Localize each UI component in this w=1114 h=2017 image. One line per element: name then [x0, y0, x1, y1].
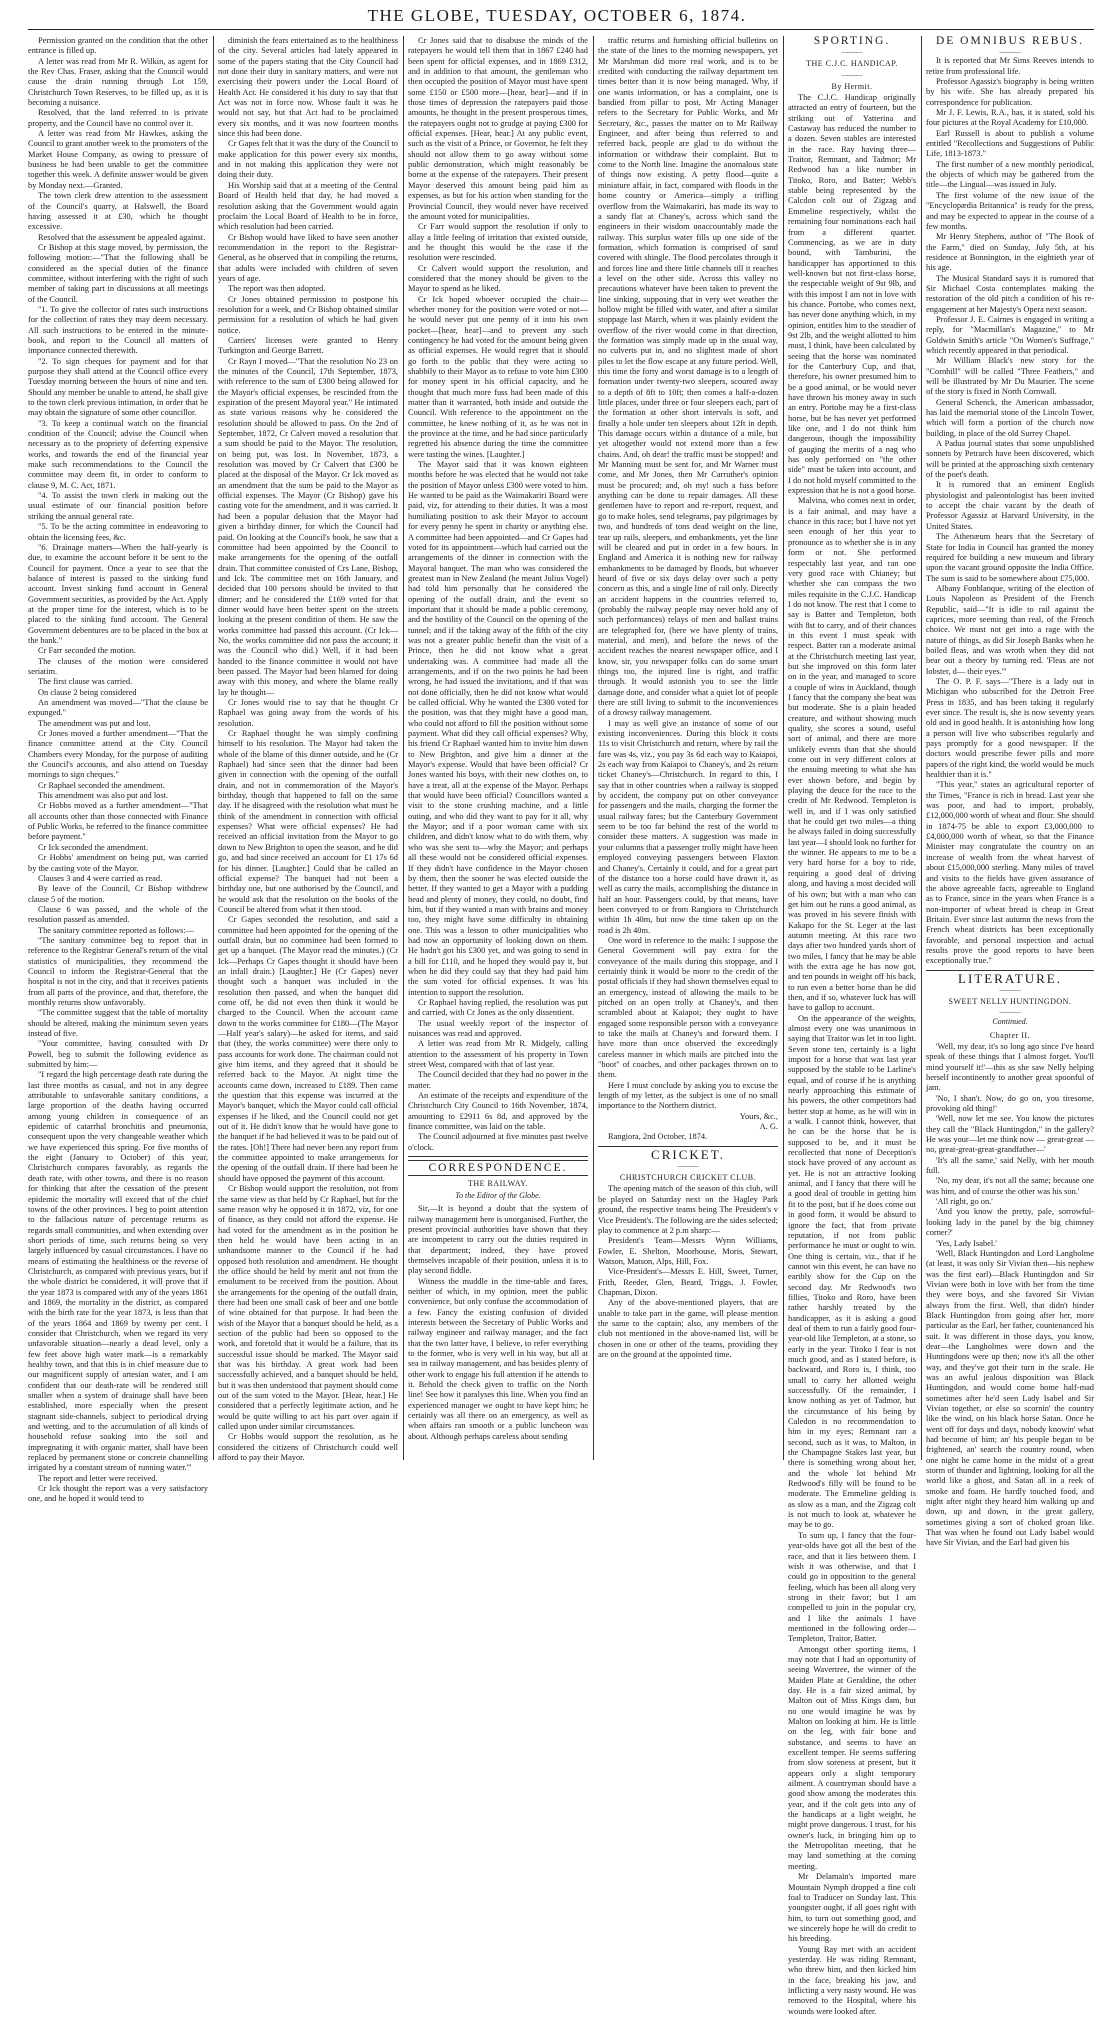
column-divider — [921, 36, 922, 1460]
paragraph: Cr Ick thought the report was a very satisfactory one, and he hoped it would tend to — [28, 1484, 208, 1504]
paragraph: His Worship said that at a meeting of the Central Board of Health held that day, he had moved a resolution asking that the Government would again proclaim the Local Board of Health to be in force, which resolution had been carried. — [218, 180, 398, 232]
paragraph: On clause 2 being considered — [38, 687, 137, 697]
paragraph: The amendment was put and lost. — [38, 718, 151, 728]
paragraph: The town clerk drew attention to the assessment of the Council's quarry, at Halswell, the Board having assessed it at £30, which he thought excessive. — [28, 191, 208, 232]
paragraph: Cr Jones said that to disabuse the minds of the ratepayers he would tell them that in 1867 £240 had been spent for official expenses, and in 1869 £312, and in addition to that amount, the gentleman who then occupied the position of Mayor must have spent some £150 or £500 more—[hear, hear]—and if in those times of depression the ratepayers paid those amounts, he thought in the present prosperous times, the ratepayers ought not to grudge at paying £300 for official expenses. [Hear, hear.] At any public event, such as the visit of a Prince, or Governor, he felt they should not allow them to go away without some public demonstration, which might reasonably be borne at the expense of the ratepayers. Their present Mayor deserved this amount being paid him as expenses, as but for his action when standing for the Provincial Council, they would never have received the amount voted for municipalities. — [408, 36, 588, 221]
paragraph: The report and letter were received. — [38, 1473, 158, 1483]
paragraph: I may as well give an instance of some of our existing inconveniences. During this block it costs 11s to visit Christchurch and return, where by rail the fare was 4s, viz., you pay 3s 6d each way to Kaiapoi, 2s each way from Kaiapoi to Chaney's, and 2s return ticket Chaney's—Christchurch. In regard to this, I say that in other countries when a railway is stopped by accident, the company put on other conveyance for passengers and the mails, charging the former the usual railway fares; but the Canterbury Government seem to be too far behind the rest of the world to consider these matters. A suggestion was made in your columns that a passenger trolly might have been employed conveying passengers between Flaxton and Chaney's. Certainly it could, and for a great part of the distance too a horse could have drawn it, as well as carry the mails, accomplishing the distance in half an hour. Passengers could, by that means, have been conveyed to or from Rangiora to Christchurch within 1h 40m, but now the time taken up on the road is 2h 40m. — [598, 718, 778, 935]
paragraph: Cr Raphael having replied, the resolution was put and carried, with Cr Jones as the only dissentient. — [408, 997, 588, 1018]
paragraph: 'Well, Black Huntingdon and Lord Langholme (at least, it was only Sir Vivian then—his nephew was the first earl)—Black Huntingdon and Sir Vivian were both in love with her from the time they were boys, and she favored Sir Vivian always from the first. Well, that didn't hinder Black Huntingdon from going after her, more particular as the Earl, her father, countenanced his suit. It was different in those days, you know, dear—the Langholmes were down and the Huntingdons were up then; now it's all the other way, and they've got their turn in the scale. He was an awful jealous disposition was Black Huntingdon, and would come home half-mad sometimes after he'd seen Lady Isabel and Sir Vivian together, or else so scornin' the country like the wind, on his black horse Satan. Once he went off for days and days, nobody knowin' what had become of him; an' his people began to be frightened, an' search the country round, when one night he came home in the midst of a great storm of thunder and lightning, looking for all the world like a ghost, and Satan all in a reek of smoke and foam. He hardly touched food, and night after night they heard him walking up and down, up and down, in the great gallery, sometimes giving a sort of choked groan like. That was when he found out Lady Isabel would have Sir Vivian, and the Earl had given his — [926, 1248, 1094, 1548]
column-divider — [213, 36, 214, 1460]
column-divider — [783, 36, 784, 1460]
paragraph: The usual weekly report of the inspector of nuisances was read and approved. — [408, 1018, 588, 1038]
paragraph: Cr Raphael thought he was simply confining himself to his resolution. The Mayor had taken the whole of the blame of this dinner outside, and he (Cr Raphael) had since seen that the dinner had been given in connection with the opening of the outfall drain, and not in commemoration of the Mayor's birthday, though that happened to fall on the same day. If he disagreed with the resolution what must he think of the amendment in connection with official expenses? What were official expenses? He had received an official invitation from the Mayor to go down to New Brighton to open the season, and he did go, and had since received an account for £1 17s 6d for his dinner. [Laughter.] Could that be called an official expense? The banquet had not been a birthday one, but one authorised by the Council, and he would ask that the resolution on the books of the Council be altered from what it then stood. — [218, 729, 398, 914]
paragraph: A letter was read from Mr R. Wilkin, as agent for the Rev Chas. Fraser, asking that the Council would cause the drain running through Lot 159, Christchurch Town Reserves, to be filled up, as it is becoming a nuisance. — [28, 56, 208, 108]
paragraph: Clauses 3 and 4 were carried as read. — [38, 873, 163, 883]
paragraph: Cr Bishop at this stage moved, by permission, the following motion:—"That the following shall be considered as the special duties of the finance committee, without interfering with the right of such member of taking part in discussions at all meetings of the Council. — [28, 242, 208, 304]
paragraph: Young Ray met with an accident yesterday. He was riding Remnant, who threw him, and then kicked him in the face, breaking his jaw, and inflicting a very nasty wound. He was removed to the Hospital, where his wounds were looked after. — [788, 1944, 916, 2016]
paragraph: traffic returns and furnishing official bulletins on the state of the lines to the morning newspapers, yet Mr Marshman did more real work, and is to be credited with conducting the railway department ten times better than it is now being managed. Why, if one wants information, or has a complaint, one is bandied from pillar to post, Mr Acting Manager refers to the Secretary for Public Works, and Mr Secretary, &c., passes the matter on to Mr Railway Engineer, and after being thus referred to and referred back, people are glad to do without the information or withdraw their complaint. But to come to the North line. Imagine the anomalous state of things now existing. A petty flood—quite a miniature affair, in fact, compared with floods in the home country or America—simply a trifling overflow from the Waimakariri, has made its way to a sandy flat at Chaney's, across which sand the engineers in their wisdom unaccountably made the railway. This surplus water fills up one side of the formation, which formation is comprised of sand covered with shingle. The flood percolates through it and forces line and there little channels till it reaches a level on the other side. Across this valley no precautions whatever have been taken to prevent the line sinking, supposing that in very wet weather the hollow might be filled with water, and after a similar stoppage last March, when it was plainly evident the overflow of the river would come in that direction, the formation was simply made up in the usual way, no culverts put in, and no slightest made of short piles to let the flow escape at any future period. Well, this time the forty and worst damage is to a length of formation under twenty-two sleepers, scoured away to a depth of 8ft to 10ft; then comes a half-a-dozen little places, under three or four sleepers each, part of the formation at other short intervals is soft, and finally a hole under ten sleepers about 12ft in depth. This damage occurs within a distance of a mile, but yet altogether would not extend more than a few chains. And, oh dear! the traffic must be stopped! and Mr Manning must be sent for, and Mr Warner must come, and Mr Jones, then Mr Carruther's opinion must be procured; and, oh my! such a fuss before anything can be done to repair damages. All these gentlemen have to report and re-report, request, and go to make holes, send telegrams, pay pilgrimages by two, and hundreds of tons dead weight on the line, tear up rails, sleepers, and embankments, yet the line will be cleared and put in order in a few hours. In England and America it is nothing new for railway embankments to be damaged by floods, but whoever heard of five or six days delay over such a petty concern as this, and a single line of rail only. Directly an accident happens in the countries referred to, (probably the railway people may never hold any of such performances) relays of men and ballast trains are telegraphed for, (here we have plenty of trains, material, and men), and before the news of the accident reaches the nearest newspaper office, and I know, sir, you newspaper folks can do some smart things too, the injured line is right, and traffic through. It would astonish you to see the little damage done, and consider what a quiet lot of people there are still living to submit to the inconveniences of a drowsy railway management. — [598, 36, 778, 718]
paragraph: The Musical Standard says it is rumored that Sir Michael Costa contemplates making the restoration of the old pitch a condition of his re-engagement at her Majesty's Opera next season. — [926, 273, 1094, 314]
separator-dash: ——— — [999, 48, 1021, 57]
sporting-body — [788, 93, 916, 2017]
literature-heading: LITERATURE. — [958, 970, 1062, 986]
correspondence-address: To the Editor of the Globe. — [455, 1190, 541, 1200]
paragraph: Cr Calvert would support the resolution, and considered that the money should be given to the Mayor to spend as he liked. — [408, 263, 588, 294]
correspondence-body — [408, 1204, 588, 1442]
paragraph: Cr Rayn I moved—"That the resolution No 23 on the minutes of the Council, 17th September, 1873, with reference to the sum of £300 being allowed for the Mayor's official expenses, be rescinded from the expiration of the present Mayoral year." He intimated as state various reasons why he considered the resolution should be allowed to pass. On the 2nd of September, 1872, Cr Calvert moved a resolution that a sum should be paid to the Mayor. The resolution, on being put, was lost. In November, 1873, a resolution was moved by Cr Calvert that £300 be placed at the disposal of the Mayor. Cr Ick moved as an amendment that the sum be paid to the Mayor as official expenses. The Mayor (Cr Bishop) gave his casting vote for the amendment, and it was carried. It had been a popular delusion that the Mayor had given a birthday dinner, for which the Council had paid. On looking at the Council's book, he saw that a committee had been appointed by the Council to make arrangements for the opening of the outfall drain. That committee consisted of Crs Lane, Bishop, and Ick. The committee met on 16th January, and decided that 100 persons should be invited to that dinner; and he considered the £169 voted for that dinner would have been better spent on the streets looking at the present condition of them. He saw the works committee had passed this account. (Cr Ick—No, the works committee did not pass the account; it was the Council who did.) Well, if it had been handed to the finance committee it would not have been passed. The Mayor had been blamed for doing away with this money, and where the blame really lay he thought— — [218, 356, 398, 697]
sporting-byline: By Hermit. — [831, 81, 873, 91]
paragraph: Cr Farr seconded the motion. — [38, 646, 136, 656]
cricket-heading: CRICKET. — [651, 1146, 725, 1162]
paragraph: Mr Henry Stephens, author of "The Book of the Farm," died on Sunday, July 5th, at his residence at Bonnington, in the eightieth year of his age. — [926, 232, 1094, 273]
literature-chapter: Chapter II. — [989, 1030, 1031, 1040]
paragraph: By leave of the Council, Cr Bishop withdrew clause 5 of the motion. — [28, 884, 208, 904]
column-3 — [408, 36, 588, 1460]
paragraph: President's Team—Messrs Wynn Williams, Fowler, E. Shelton, Moorhouse, Moris, Stewart, Watson, Matson, Alps, Hill, Fox. — [598, 1236, 778, 1266]
paragraph: 'No, I shan't. Now, do go on, you tiresome, provoking old thing!' — [926, 1093, 1094, 1114]
council-report-continued — [408, 36, 588, 1153]
paragraph: Cr Ick seconded the amendment. — [38, 842, 148, 852]
paragraph: The O. P. F. says—"There is a lady out in Michigan who subscribed for the Detroit Free Press in 1835, and has been taking it regularly ever since. The result is, she is now seventy years old and in good health. It is astonishing how long a person will live who subscribes regularly and pays promptly for a good newspaper. If the doctors would prescribe fewer pills and more papers of the right kind, the world would be much healthier than it is." — [926, 676, 1094, 780]
column-6 — [926, 35, 1094, 1548]
paragraph: Professor Agassiz's biography is being written by his wife. She has already prepared his correspondence for publication. — [926, 77, 1094, 107]
cricket-title: CHRISTCHURCH CRICKET CLUB. — [619, 1173, 757, 1183]
paragraph: A letter was read from Mr R. Midgely, calling attention to the assessment of his property in Town street West, compared with that of last year. — [408, 1039, 588, 1070]
paragraph: "2. To sign cheques for payment and for that purpose they shall attend at the Council office every Tuesday morning between the hours of nine and ten. Should any member be unable to attend, he shall give to the town clerk previous intimation, in order that he may obtain the signature of some other councillor. — [28, 356, 208, 418]
paragraph: "4. To assist the town clerk in making out the usual estimate of our financial position before striking the annual general rate. — [28, 491, 208, 521]
paragraph: "1. To give the collector of rates such instructions for the collection of rates they may deem necessary. All such instructions to be entered in the minute-book, and report to the Council all matters of importance connected therewith. — [28, 304, 208, 356]
paragraph: The sanitary committee reported as follows:— — [38, 925, 195, 935]
paragraph: Cr Gapes felt that it was the duty of the Council to make application for this power every six months, and in not making this application they were not doing their duty. — [218, 139, 398, 180]
paragraph: Cr Jones would rise to say that he thought Cr Raphael was going away from the words of his resolution. — [218, 698, 398, 728]
paragraph: Cr Jones moved a further amendment—"That the finance committee attend at the City Council Chambers every Monday, for the purpose of auditing the Council's accounts, and also attend on Tuesday mornings to sign cheques." — [28, 729, 208, 780]
paragraph: Albany Fonblanque, writing of the election of Louis Napoleon as President of the French Republic, said—"It is idle to rail against the caprices, more seeming than real, of the French choice. We must not get into a rage with the nature of things, as did Sir Joseph Banks when he boiled fleas, and was wroth when they did not bear out a theory by turning red. 'Fleas are not lobster, d— their eyes.'" — [926, 583, 1094, 676]
paragraph: Mr J. F. Lewis, R.A., has, it is stated, sold his four pictures at the Royal Academy for £10,000. — [926, 108, 1094, 128]
paragraph: Mr Delamain's imported mare Mountain Nymph dropped a fine colt foal to Traducer on Sunday last. This youngster ought, if all goes right with him, to turn out something good, and we sincerely hope he will do credit to his breeding. — [788, 1872, 916, 1944]
paragraph: The first volume of the new issue of the "Encyclopædia Britannica" is ready for the press, and may be expected to appear in the course of a few months. — [926, 190, 1094, 231]
column-4 — [598, 36, 778, 1460]
paragraph: An estimate of the receipts and expenditure of the Christchurch City Council to 16th November, 1874, amounting to £2911 6s 8d, and approved by the finance committee, was laid on the table. — [408, 1091, 588, 1132]
paragraph: Witness the muddle in the time-table and fares, neither of which, in my opinion, meet the public convenience, but only confuse the accommodation of a few. Fancy the existing confusion of divided interests between the Secretary of Public Works and railway engineer and railway manager, and the fact that the two latter have, I believe, to refer everything to the former, who is very well in his way, but all at sea in railway management, and has besides plenty of other work to engage his full attention if he attends to it. Behold the check given to traffic on the North line! See how it paralyses this line. When you find an experienced manager we ought to have kept him; he certainly was all there on an emergency, as well as when affairs ran smooth or a public luncheon was about. Although perhaps careless about sending — [408, 1276, 588, 1441]
paragraph: The Council decided that they had no power in the matter. — [408, 1070, 588, 1090]
paragraph: Mr William Black's new story for the "Cornhill" will be called "Three Feathers," and will be illustrated by Mr Du Maurier. The scene of the story is fixed in North Cornwall. — [926, 356, 1094, 397]
paragraph: An amendment was moved—"That the clause be expunged." — [28, 698, 208, 718]
paragraph: Cr Ick hoped whoever occupied the chair—whether money for the position were voted or not—he would never put one penny of it into his own pocket—[hear, hear]—and to prevent any such contingency he had voted for the amount being given as official expenses. He would regret that it should go forth to the public that they were acting so shabbily to their Mayor as to refuse to vote him £300 for money spent in his official capacity, and he thought that much more fuss had been made of this matter than it warranted, both inside and outside the Council. With reference to the appointment on the committee, he knew nothing of it, as he was not in the province at the time, and he had since particularly regretted his absence during the time the committee were tasting the wines. [Laughter.] — [408, 294, 588, 459]
paragraph: Cr Hobbs would support the resolution, as he considered the citizens of Christchurch could well afford to pay their Mayor. — [218, 1432, 398, 1463]
paragraph: "3. To keep a continual watch on the financial condition of the Council; advise the Council when necessary as to the propriety of deferring expensive works, and towards the end of the financial year make such recommendations to the Council the committee may deem fit, in order to conform to clause 9, M. C. Act, 1871. — [28, 418, 208, 490]
paragraph: "This year," states an agricultural reporter of the Times, "France is rich in bread. Last year she was poor, and had to import, probably, £12,000,000 worth of wheat and flour. She should in 1874-75 be able to export £3,000,000 to £4,000,000 worth of wheat, so that the Finance Minister may congratulate the country on an increase of wealth from the wheat harvest of about £15,000,000 sterling. Many miles of travel and visits to the fields have given assurance of the above agreeable facts, agreeable to England as to France, since in the years when France is a non-importer of wheat bread is cheap in Great Britain. Ever since last autumn the news from the French wheat districts has been exceptionally favorable, and personal inspection and actual results prove the good reports to have been exceptionally true." — [926, 780, 1094, 966]
letter-closing: Yours, &c., — [739, 1111, 778, 1121]
column-2 — [218, 36, 398, 1463]
masthead-rule — [28, 29, 1094, 30]
paragraph: It is rumored that an eminent English physiologist and paleontologist has been invited to accept the chair vacant by the death of Professor Agassiz at Harvard University, in the United States. — [926, 480, 1094, 531]
paragraph: 'Well, my dear, it's so long ago since I've heard speak of these things that I almost forget. You'll mind yourself it!'—this as she saw Nelly helping herself incontinently to another great spoonful of jam. — [926, 1041, 1094, 1093]
paragraph: 'Yes, Lady Isabel.' — [936, 1238, 997, 1248]
paragraph: One word in reference to the mails: I suppose the General Government will pay extra for the conveyance of the mails during this stoppage, and I certainly think it would be more to the credit of the postal officials if they had shown themselves equal to an emergency, instead of allowing the mails to be pitched on an open trolly at Chaney's, and then scrambled about at Kaiapoi; they ought to have engaged some responsible person with a conveyance to take the mails at Chaney's and forward them. I have more than once observed the exceedingly careless manner in which mails are pitched into the "boot" of coaches, and other packages thrown on to them. — [598, 935, 778, 1080]
paragraph: Vice-President's—Messrs E. Hill, Sweet, Turner, Frith, Reeder, Glen, Beard, Triggs, J. Fowler, Chapman, Dixon. — [598, 1267, 778, 1297]
paragraph: Cr Gapes seconded the resolution, and said a committee had been appointed for the opening of the outfall drain, but no committee had been formed to get up a banquet. (The Mayor read the minutes.) (Cr Ick—Perhaps Cr Gapes thought it should have been an infall drain.) [Laughter.] He (Cr Gapes) never thought such a banquet was included in the resolution then passed, and when the banquet did come off, he did not even then think it would be charged to the Council. When the account came down to the works committee for £180—(The Mayor—Half year's salary)—he asked for items, and said that (they, the works committee) were there only to pass accounts for work done. The chairman could not give him items, and they agreed that it should be referred back to the Mayor. At night time the accounts came down, increased to £189. Then came the question that this expense was incurred at the Mayor's banquet, which the Mayor could call official expenses if he liked, and the Council could not get out of it. He didn't know that he would have gone to the banquet if he had believed it was to be paid out of the rates. [Oh!] There had never been any report from the committee appointed to make arrangements for the opening of the outfall drain. If there had been he should have opposed the payment of this account. — [218, 915, 398, 1183]
sporting-title: THE C.J.C. HANDICAP. — [806, 59, 898, 69]
column-5 — [788, 35, 916, 2016]
literature-body — [926, 1042, 1094, 1549]
paragraph: Professor J. E. Cairnes is engaged in writing a reply, for "Macmillan's Magazine," to Mr Goldwin Smith's article "On Women's Suffrage," which recently appeared in that periodical. — [926, 314, 1094, 355]
paragraph: Cr Farr would support the resolution if only to allay a little feeling of irritation that existed outside, and he thought this would be the case if the resolution were rescinded. — [408, 222, 588, 263]
paragraph: The C.J.C. Handicap originally attracted an entry of fourteen, but the striking out of Yatterina and Castaway has reduced the number to a dozen. Seven stables are interested in the race. Ray having three—Traitor, Remnant, and Tadmor; Mr Redwood has a like number in Titoko, Roro, and Batter; Webb's stable being represented by the Calcdon colt out of Zigzag and Emmeline respectively, whilst the remaining four nominations each hail from a different quarter. Commencing, as we are in duty bound, with Tamburini, the handicapper has apportioned to this well-known but not first-class horse, the respectable weight of 9st 9lb, and with this impost I am not in love with his chance. Portobe, who comes next, has never done anything which, in my opinion, entitles him to the steadier of 9st 2lb, and the weight allotted to him must, I think, have been calculated by seeing that the horse was nominated for the Canterbury Cup, and that, therefore, his owner presumed him to be a good animal, or he would never have thrown his money away in such an entry. Portobe may be a first-class horse, but he has never yet performed like one, and I do not think him dangerous, though the impossibility of gauging the merits of a nag who has only performed on "the other side" must be taken into account, and I do not hold myself committed to the expression that he is not a good horse. — [788, 93, 916, 496]
paragraph: Cr Hobbs moved as a further amendment—"That all accounts other than those connected with Finance of Public Works, be referred to the finance committee before payment." — [28, 801, 208, 842]
paragraph: The Athenæum hears that the Secretary of State for India in Council has granted the money required for building a new museum and library upon the vacant ground opposite the India Office. The sum is said to be somewhere about £75,000. — [926, 532, 1094, 583]
omnibus-body — [926, 56, 1094, 966]
paragraph: 'It's all the same,' said Nelly, with her mouth full. — [926, 1155, 1094, 1176]
paragraph: 'Well, now let me see. You know the pictures they call the "Black Huntingdon," in the gallery? He was your—let me think now — great-great — no, great-great-great-grandfather—' — [926, 1114, 1094, 1155]
cricket-body — [598, 1184, 778, 1360]
paragraph: "I regard the high percentage death rate during the last three months as casual, and not in any degree attributable to unfavorable sanitary conditions, a large proportion of the deaths having occurred among young children in consequence of an epidemic of catarrhal bronchitis and pneumonia, consequent upon the very changeable weather which we have experienced this spring. For five months of the eight (January to October) of this year, Christchurch compares favorably, as regards the death rate, with other towns, and there is no reason for thinking that after the cessation of the present epidemic the mortality will exceed that of the chief towns of the other provinces. I beg to point attention to the fallacious nature of percentage returns as regards small communities, and when extending over short periods of time, such returns being so very largely influenced by casual circumstances. I have no means of estimating the healthiness or the reverse of Christchurch, as compared with previous years, but if the whole district be considered, it will prove that if the year 1873 is compared with any of the years 1861 and 1869, the mortality in the district, as compared with the birth rate for the year 1873, is less than that of the years 1864 and 1869 by twenty per cent. I consider that Christchurch, when we regard its very unfavorable situation—nearly a dead level, only a few feet above high water mark—is a remarkably healthy town, and that this is in chief measure due to our magnificent supply of artesian water, and I am confident that our death-rate will be rendered still smaller when a system of drainage shall have been established, more especially when the present stagnant side-channels, subject to periodical drying and wetting, and to the accumulation of all kinds of household refuse soaking into the soil and impregnating it with organic matter, shall have been replaced by permanent stone or concrete channelling irrigated by a constant stream of running water.'" — [28, 1070, 208, 1473]
separator-dash: ——— — [999, 985, 1021, 994]
paragraph: Resolved, that the land referred to is private property, and the Council have no control over it. — [28, 108, 208, 128]
paragraph: 'No, my dear, it's not all the same; because one was him, and of course the other was his son.' — [926, 1176, 1094, 1196]
paragraph: Earl Russell is about to publish a volume entitled "Recollections and Suggestions of Public Life, 1813-1873." — [926, 128, 1094, 159]
section-rule — [408, 1156, 588, 1157]
separator-dash: ——— — [677, 1162, 699, 1171]
paragraph: 'All right, go on.' — [936, 1197, 993, 1207]
paragraph: Malvina, who comes next in order, is a fair animal, and may have a chance in this race; but I have not yet seen enough of her this year to pronounce as to whether she is in any form or not. She performed respectably last year, and ran one very good race with Chianey; but whether she can compass the two miles requisite in the C.J.C. Handicap I do not know. The rest that I come to say is Batter and Templeton, both with 8st to carry, and of their chances in this event I must speak with respect. Batter ran a moderate animal at the Christchurch meeting last year, but she improved on this form later on in the year, and managed to score a couple of wins in Auckland, though I fancy that the company she beat was but moderate. She is a plain headed creature, and without showing much quality, she scores a sound, useful sort of animal, and there are more unlikely events than that she should come out in very different colors at the ensuing meeting to what she has ever shown before, and begin by playing the deuce for the race to the credit of Mr Redwood. Templeton is well in, and if I was only satisfied that he could get two miles—a thing he always failed in doing successfully last year—I should look no further for the winner. He appears to me to be a very hard horse for a boy to ride, requiring a good deal of driving along, and having a most decided will of his own; but with a man who can get him out he runs a good animal, as was proved in his severe finish with Kakapo for the St. Leger at the last autumn meeting. At this race two days after two hundred yards short of two miles, I fancy that he may be able with the extra age he has now got, and ten pounds in weight off his back, to run even a better horse than he did then, and if so, whatever luck has will have to gallop to account. — [788, 496, 916, 1013]
paragraph: Cr Bishop would have liked to have seen another recommendation in the report to the Registrar-General, as he observed that in compiling the returns, that adults were included with children of seven years of age. — [218, 232, 398, 283]
paragraph: "5. To be the acting committee in endeavoring to obtain the licensing fees, &c. — [28, 522, 208, 542]
column-divider — [403, 36, 404, 1460]
paragraph: A letter was read from Mr Hawkes, asking the Council to grant another week to the promoters of the Market House Company, as owing to pressure of business he had been unable to get the committee together this week. A definite answer would be given by Monday next.—Granted. — [28, 129, 208, 190]
paragraph: The first clause was carried. — [38, 677, 133, 687]
paragraph: On the appearance of the weights, almost every one was unanimous in saying that Traitor was let in too light. Seven stone ten, certainly is a light impost for a horse that was last year supposed by the stable to be Larline's equal, and of course if he is anything nearly approaching this estimate of his powers, the other competitors had better stop at home, as he will win in a walk. I cannot think, however, that he can be the horse that he is supposed to be, and it must be recollected that none of Deception's stock have proved of any account as yet. He is not an attractive looking animal, and I fancy that there will be a good deal of trouble in getting him fit to the post, but if he does come out in good form, it would be absurd to ignore the fact, that from private reputation, if not from public performance he must or ought to win. One thing is certain, viz., that if he cannot win this event, he can have no earthly show for the Cup on the second day. Mr Redwood's two fillies, Titoko and Roro, have been rather harshly treated by the handicapper, as it is asking a good deal of them to run a fairly good four-year-old like Templeton, at a stone, so early in the year. Titoko I fear is not much good, and as I stated before, is backward, and Roro is, I think, too small to carry her allotted weight successfully. Of the remainder, I know nothing as yet of Tadmor, but the circumstance of his being by Caledon is no recommendation to him in my eyes; Remnant ran a second, such as it was, to Malton, in the Champagne Stakes last year, but there is something wrong about her, and the whole lot behind Mr Redwood's filly will be found to be moderate. The Emmeline gelding is as slow as a man, and the Zigzag colt is not much to look at, whatever he may be to go. — [788, 1013, 916, 1530]
literature-continued: Continued. — [992, 1017, 1028, 1027]
paragraph: Any of the above-mentioned players, that are unable to take part in the game, will please mention the same to the captain; also, any members of the club not mentioned in the above-named list, will be chosen in one or other of the teams, providing they are on the ground at the appointed time. — [598, 1298, 778, 1359]
paragraph: The opening match of the season of this club, will be played on Saturday next on the Hagley Park ground, the respective teams being The President's v Vice President's. The following are the sides selected; play to commence at 2 p.m sharp:— — [598, 1184, 778, 1235]
letter-place-date: Rangiora, 2nd October, 1874. — [608, 1132, 708, 1142]
paragraph: "6. Drainage matters—When the half-yearly is due, to examine the account before it be sent to the Council for payment. Once a year to see that the balance of interest is passed to the sinking fund account. Invest sinking fund account in General Government securities, as provided by the Act. Apply at the proper time for the interest, which is to be placed to the sinking fund account. The General Government debentures are to be placed in the box at the bank." — [28, 542, 208, 645]
column-divider — [593, 36, 594, 1460]
paragraph: The Mayor said that it was known eighteen months before he was elected that he would not take the position of Mayor unless £300 were voted to him. He wanted to be paid as the Waimakariri Board were paid, viz, for attending to their duties. It was a most humiliating position to ask their Mayor to account for every penny he spent in charity or anything else. A committee had been appointed—and Cr Gapes had voted for its appointment—which had carried out the arrangements of the dinner in connection with the Mayoral banquet. The man who was considered the greatest man in New Zealand (he meant Julius Vogel) had told him personally that he considered the opening of the outfall drain, and the event so important that it should be made a public ceremony, and the hostility of the Council on the opening of the tunnel; and if the taking away of the fifth of the city was not a greater public benefit than the visit of a Prince, then he did not know what a great undertaking was. A committee had made all the arrangements, and if on the two points he had been wrong, he had issued the invitations, and if that was not done officially, then he did not know what would be called official. Why he wanted the £300 voted for the position, was that they might have a good man, who could not afford to fill the position without some payment. What did they call official expenses? Why, his friend Cr Raphael wanted him to invite him down to New Brighton, and give him a dinner at the Mayor's expense. Would that have been official? Cr Jones wanted his boys, with their new clothes on, to have a treat, all at the expense of the Mayor. Perhaps that would have been official? Councillors wanted a visit to the stone crushing machine, and a little outing, and who did they want to pay for it all, why the Mayor; and if a poor woman came with six children, and didn't know what to do with them, why who was she sent to—why the Mayor; and perhaps all these would not be considered official expenses. If they didn't have confidence in the Mayor chosen by them, then the sooner he was elected outside the better. If they wanted to get a Mayor with a pudding head and plenty of money, they could, no doubt, find him, but if they wanted a man with brains and money too, they might have some difficulty in obtaining one. This was a lesson to other municipalities who had now an opportunity of looking down on them. He hadn't got his £300 yet, and was going to send in a bill for £110, and he hoped they would pay it, but when he did they could say that they had paid him the sum voted for official expenses. It was his intention to support the resolution. — [408, 460, 588, 997]
omnibus-heading: DE OMNIBUS REBUS. — [935, 35, 1085, 47]
paragraph: "The committee suggest that the table of mortality should be altered, making the minimum seven years instead of five. — [28, 1008, 208, 1038]
paragraph: Cr Raphael seconded the amendment. — [38, 780, 165, 790]
paragraph: Cr Jones obtained permission to postpone his resolution for a week, and Cr Bishop obtained similar permission for a resolution of which he had given notice. — [218, 294, 398, 335]
separator-dash: ——— — [841, 48, 863, 57]
literature-title: SWEET NELLY HUNTINGDON. — [948, 996, 1072, 1006]
paragraph: The first number of a new monthly periodical, the objects of which may be gathered from the title—the Lingual—was issued in July. — [926, 159, 1094, 190]
correspondence-title: THE RAILWAY. — [467, 1179, 529, 1189]
paragraph: "The sanitary committee beg to report that in reference to the Registrar General's return of the vital statistics of municipalities, they recommend the Council to inform the Registrar-General that the hospital is not in the city, and that it receives patients from all parts of the province, and that, therefore, the monthly returns show unfavorably. — [28, 935, 208, 1007]
paragraph: Here I must conclude by asking you to excuse the length of my letter, as the subject is one of no small importance to the Northern district. — [598, 1080, 778, 1111]
paragraph: The clauses of the motion were considered seriatim. — [28, 656, 208, 676]
paragraph: Resolved that the assessment be appealed against. — [38, 232, 206, 242]
paragraph: The report was then adopted. — [228, 284, 326, 294]
sporting-heading: SPORTING. — [813, 35, 891, 47]
column-1 — [28, 36, 208, 1504]
paragraph: diminish the fears entertained as to the healthiness of the city. Several articles had lately appeared in some of the papers stating that the City Council had not done their duty in sanitary matters, and were not exercising their powers under the Local Board of Health Act. He considered it his duty to say that that Act was not in force now. Whose fault it was he would not say, but that Act had to be proclaimed every six months, and it was now fourteen months since this had been done. — [218, 36, 398, 139]
paragraph: A Padua journal states that some unpublished sonnets by Petrarch have been discovered, which will be printed at the approaching sixth centenary of the poet's death. — [926, 439, 1094, 480]
paragraph: "Your committee, having consulted with Dr Powell, beg to submit the following evidence as submitted by him:— — [28, 1039, 208, 1070]
paragraph: Clause 6 was passed, and the whole of the resolution passed as amended. — [28, 904, 208, 925]
paragraph: Permission granted on the condition that the other entrance is filled up. — [28, 36, 208, 56]
paragraph: Cr Hobbs' amendment on being put, was carried by the casting vote of the Mayor. — [28, 853, 208, 873]
paragraph: General Schenck, the American ambassador, has laid the memorial stone of the Lincoln Tower, which will form a portion of the church now building, in place of the old Surrey Chapel. — [926, 397, 1094, 438]
paragraph: To sum up, I fancy that the four-year-olds have got all the best of the race, and that it lies between them. I wish it was otherwise, and that I could go in opposition to the general feeling, which has been all along very strong in their favor; but I am compelled to join in the popular cry, and I like the animals I have mentioned in the following order—Templeton, Traitor, Batter. — [788, 1530, 916, 1644]
correspondence-heading: CORRESPONDENCE. — [408, 1160, 588, 1176]
paragraph: Carriers' licenses were granted to Henry Turkington and George Barrett. — [218, 335, 398, 356]
separator-dash: ——— — [841, 70, 863, 79]
paragraph: It is reported that Mr Sims Reeves intends to retire from professional life. — [926, 56, 1094, 76]
paragraph: This amendment was also put and lost. — [38, 791, 169, 801]
letter-initials: A. G. — [759, 1122, 778, 1132]
masthead: THE GLOBE, TUESDAY, OCTOBER 6, 1874. — [367, 6, 747, 25]
paragraph: Cr Bishop would support the resolution, not from the same view as that held by Cr Raphael, but for the same reason why he opposed it in 1872, viz, for one of finance, as they could not afford the expense. He had voted for the amendment as in the position he then held he would have been acting in an unhandsome manner to the Council if he had opposed both resolution and amendment. He thought the office should be held by merit and not from the emolument to be received from the position. About the arrangements for the opening of the outfall drain, there had been one small cask of beer and one bottle of wine obtained for that purpose. It had been the wish of the Mayor that a banquet should be held, as a section of the public had been so opposed to the work, and foretold that it would be a failure, that its successful issue should be marked. The Mayor said that was his birthday. A great work had been successfully achieved, and a banquet should be held, but it was then understood that payment should come out of the sum voted to the Mayor. [Hear, hear.] He considered that a perfectly legitimate action, and he would be quite willing to act his part over again if called upon under similar circumstances. — [218, 1184, 398, 1432]
paragraph: Amongst other sporting items, I may note that I had an opportunity of seeing Wavertree, the winner of the Maiden Plate at Geraldine, the other day. He is a fair sized animal, by Malton out of Miss Kings dam, but no one would imagine he was by Malton on looking at him. He is little on the leg, with fair bone and substance, and seems to have an excellent temper. He seems suffering from slow soreness at present, but it appears only a slight temporary ailment. A countryman should have a good show among the moderates this year, and if the colt gets into any of the handicaps at a light weight, he might prove dangerous. I trust, for his owner's luck, in bringing him up to the Metropolitan meeting, that he may land something at the coming meeting. — [788, 1644, 916, 1871]
paragraph: 'And you know the pretty, pale, sorrowful-looking lady in the panel by the big chimney corner?' — [926, 1207, 1094, 1238]
letter-continued — [598, 36, 778, 1112]
separator-dash: ——— — [999, 1008, 1021, 1017]
paragraph: The Council adjourned at five minutes past twelve o'clock. — [408, 1132, 588, 1152]
paragraph: Sir,—It is beyond a doubt that the system of railway management here is unorganised. Further, the present provincial authorities have shown that they are incompetent to carry out the duties required in that department; indeed, they have proved themselves incapable of their position, unless it is to play second fiddle. — [408, 1204, 588, 1276]
